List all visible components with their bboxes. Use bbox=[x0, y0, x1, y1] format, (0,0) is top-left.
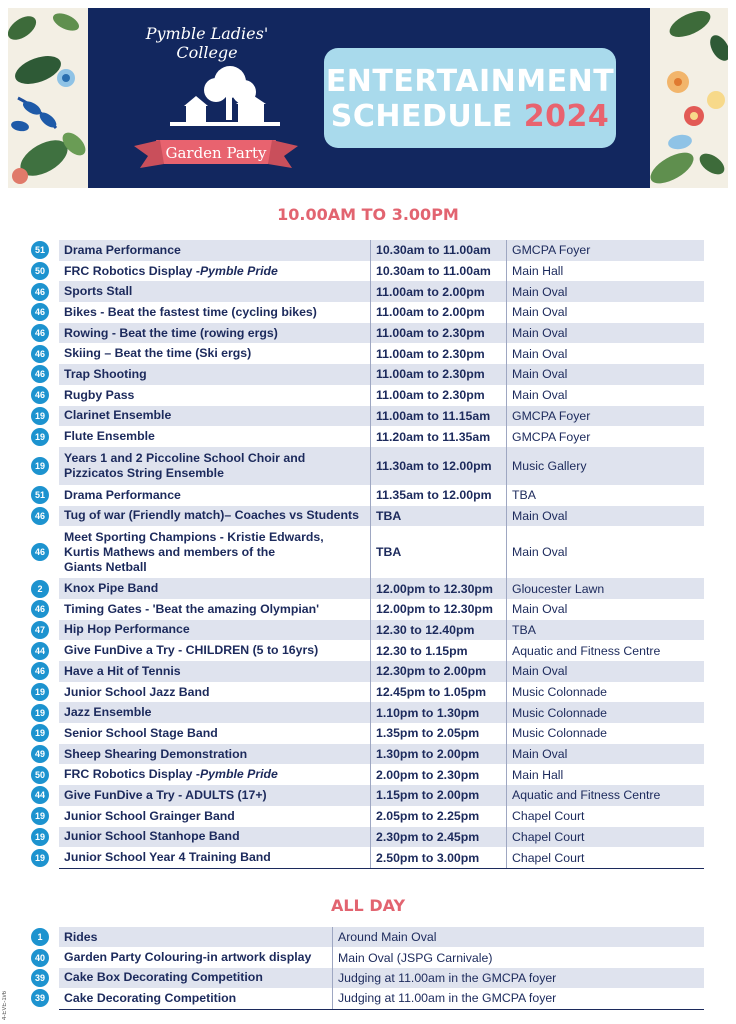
time-cell: 11.00am to 2.30pm bbox=[370, 364, 506, 385]
time-cell: 1.35pm to 2.05pm bbox=[370, 723, 506, 744]
table-row bbox=[32, 364, 704, 385]
activity-text: Jazz Ensemble bbox=[64, 705, 152, 720]
title-banner bbox=[88, 8, 650, 188]
location-number-badge: 2 bbox=[31, 580, 49, 598]
activity-cell bbox=[59, 526, 370, 578]
activity-text: Timing Gates - 'Beat the amazing Olympian' bbox=[64, 601, 320, 616]
time-cell: 12.00pm to 12.30pm bbox=[370, 599, 506, 620]
location-number-badge: 19 bbox=[31, 807, 49, 825]
activity-text: Bikes - Beat the fastest time (cycling bikes) bbox=[64, 304, 317, 319]
table-row bbox=[32, 385, 704, 406]
schedule-table bbox=[32, 240, 704, 869]
activity-cell bbox=[59, 764, 370, 785]
activity-text: Clarinet Ensemble bbox=[64, 408, 172, 423]
location-cell: Chapel Court bbox=[506, 806, 704, 827]
time-cell: 12.45pm to 1.05pm bbox=[370, 682, 506, 703]
location-number-badge: 46 bbox=[31, 600, 49, 618]
time-cell: 2.50pm to 3.00pm bbox=[370, 847, 506, 868]
flower-icon bbox=[650, 8, 728, 188]
location-number-badge: 46 bbox=[31, 345, 49, 363]
table-row bbox=[32, 426, 704, 447]
location-cell: Main Oval bbox=[506, 744, 704, 765]
table-row bbox=[32, 947, 704, 967]
activity-cell bbox=[59, 988, 332, 1008]
location-cell: Main Oval bbox=[506, 661, 704, 682]
activity-text: FRC Robotics Display - bbox=[64, 263, 200, 278]
table-row bbox=[32, 506, 704, 527]
location-cell: GMCPA Foyer bbox=[506, 426, 704, 447]
activity-cell bbox=[59, 240, 370, 261]
location-cell: TBA bbox=[506, 485, 704, 506]
time-cell: 11.20am to 11.35am bbox=[370, 426, 506, 447]
title-line-1: ENTERTAINMENT bbox=[325, 64, 615, 99]
time-cell: 1.15pm to 2.00pm bbox=[370, 785, 506, 806]
location-cell: Main Hall bbox=[506, 261, 704, 282]
location-cell: Chapel Court bbox=[506, 847, 704, 868]
location-cell: Main Oval bbox=[506, 599, 704, 620]
table-row bbox=[32, 447, 704, 485]
floral-decoration-right bbox=[650, 8, 728, 188]
table-row bbox=[32, 968, 704, 988]
activity-cell bbox=[59, 343, 370, 364]
activity-text: Give FunDive a Try - ADULTS (17+) bbox=[64, 787, 267, 802]
activity-text: Junior School Jazz Band bbox=[64, 684, 210, 699]
location-number-badge: 51 bbox=[31, 241, 49, 259]
activity-cell bbox=[59, 723, 370, 744]
activity-text: Give FunDive a Try - CHILDREN (5 to 16yrs) bbox=[64, 643, 319, 658]
title-schedule-word: SCHEDULE bbox=[330, 99, 513, 134]
time-cell: 11.35am to 12.00pm bbox=[370, 485, 506, 506]
time-cell: 2.05pm to 2.25pm bbox=[370, 806, 506, 827]
location-cell: Main Oval bbox=[506, 506, 704, 527]
table-row bbox=[32, 261, 704, 282]
table-row bbox=[32, 785, 704, 806]
header bbox=[8, 8, 728, 188]
activity-highlight: Pymble Pride bbox=[199, 767, 278, 782]
activity-text: Years 1 and 2 Piccoline School Choir and bbox=[64, 450, 306, 465]
table-row bbox=[32, 682, 704, 703]
activity-text: Skiing – Beat the time (Ski ergs) bbox=[64, 346, 252, 361]
activity-cell bbox=[59, 485, 370, 506]
time-cell: 11.00am to 2.30pm bbox=[370, 343, 506, 364]
time-cell: 1.30pm to 2.00pm bbox=[370, 744, 506, 765]
activity-text: Junior School Year 4 Training Band bbox=[64, 850, 271, 865]
time-cell: 11.00am to 2.30pm bbox=[370, 323, 506, 344]
table-row bbox=[32, 764, 704, 785]
activity-cell bbox=[59, 847, 370, 868]
table-end-rule bbox=[59, 1009, 704, 1010]
location-cell: Music Colonnade bbox=[506, 682, 704, 703]
location-cell: Gloucester Lawn bbox=[506, 578, 704, 599]
activity-cell bbox=[59, 447, 370, 485]
location-cell: GMCPA Foyer bbox=[506, 406, 704, 427]
logo-ribbon-text: Garden Party bbox=[165, 144, 267, 162]
location-number-badge: 46 bbox=[31, 386, 49, 404]
activity-cell bbox=[59, 702, 370, 723]
garden-party-logo bbox=[126, 56, 306, 186]
location-number-badge: 19 bbox=[31, 407, 49, 425]
allday-heading: ALL DAY bbox=[330, 896, 406, 915]
table-row bbox=[32, 485, 704, 506]
location-number-badge: 46 bbox=[31, 303, 49, 321]
location-number-badge: 51 bbox=[31, 486, 49, 504]
location-number-badge: 39 bbox=[31, 989, 49, 1007]
activity-text: Garden Party Colouring-in artwork display bbox=[64, 950, 312, 965]
activity-text: Trap Shooting bbox=[64, 366, 147, 381]
allday-table bbox=[32, 927, 704, 1010]
location-cell: GMCPA Foyer bbox=[506, 240, 704, 261]
time-cell: 11.00am to 2.00pm bbox=[370, 281, 506, 302]
location-number-badge: 19 bbox=[31, 683, 49, 701]
location-cell: Main Oval bbox=[506, 302, 704, 323]
activity-cell bbox=[59, 323, 370, 344]
location-number-badge: 46 bbox=[31, 507, 49, 525]
table-row bbox=[32, 723, 704, 744]
activity-text: Sheep Shearing Demonstration bbox=[64, 746, 248, 761]
activity-text-line-2: Pizzicatos String Ensemble bbox=[64, 465, 224, 480]
activity-text: Rugby Pass bbox=[64, 387, 135, 402]
table-row bbox=[32, 827, 704, 848]
location-cell: Music Gallery bbox=[506, 447, 704, 485]
activity-text: Senior School Stage Band bbox=[64, 725, 218, 740]
activity-cell bbox=[59, 744, 370, 765]
activity-cell bbox=[59, 806, 370, 827]
table-row bbox=[32, 661, 704, 682]
location-cell: Judging at 11.00am in the GMCPA foyer bbox=[332, 988, 704, 1008]
location-number-badge: 19 bbox=[31, 849, 49, 867]
activity-cell bbox=[59, 599, 370, 620]
time-cell: 12.30pm to 2.00pm bbox=[370, 661, 506, 682]
location-number-badge: 39 bbox=[31, 969, 49, 987]
activity-text: Meet Sporting Champions - Kristie Edwards, bbox=[64, 529, 324, 544]
table-row bbox=[32, 323, 704, 344]
location-cell: Main Oval bbox=[506, 281, 704, 302]
activity-text: Cake Decorating Competition bbox=[64, 990, 237, 1005]
location-number-badge: 44 bbox=[31, 786, 49, 804]
location-cell: Aquatic and Fitness Centre bbox=[506, 640, 704, 661]
location-number-badge: 19 bbox=[31, 828, 49, 846]
location-number-badge: 44 bbox=[31, 642, 49, 660]
table-row bbox=[32, 302, 704, 323]
time-cell: 2.30pm to 2.45pm bbox=[370, 827, 506, 848]
location-number-badge: 49 bbox=[31, 745, 49, 763]
location-cell: Main Oval bbox=[506, 343, 704, 364]
time-cell: 11.00am to 2.00pm bbox=[370, 302, 506, 323]
activity-cell bbox=[59, 406, 370, 427]
activity-text: Sports Stall bbox=[64, 284, 133, 299]
location-cell: Judging at 11.00am in the GMCPA foyer bbox=[332, 968, 704, 988]
table-row bbox=[32, 406, 704, 427]
schedule-heading: 10.00AM TO 3.00PM bbox=[277, 205, 459, 224]
time-cell: 1.10pm to 1.30pm bbox=[370, 702, 506, 723]
activity-text: Junior School Grainger Band bbox=[64, 808, 235, 823]
activity-text: Drama Performance bbox=[64, 487, 181, 502]
location-number-badge: 46 bbox=[31, 324, 49, 342]
table-row bbox=[32, 847, 704, 868]
location-cell: Main Oval bbox=[506, 364, 704, 385]
time-cell: 12.30 to 12.40pm bbox=[370, 620, 506, 641]
activity-cell bbox=[59, 947, 332, 967]
leaf-icon bbox=[8, 8, 88, 188]
time-cell: 10.30am to 11.00am bbox=[370, 261, 506, 282]
table-row bbox=[32, 806, 704, 827]
location-number-badge: 19 bbox=[31, 428, 49, 446]
activity-text-line-3: Giants Netball bbox=[64, 559, 147, 574]
location-number-badge: 47 bbox=[31, 621, 49, 639]
table-row bbox=[32, 620, 704, 641]
activity-highlight: Pymble Pride bbox=[199, 263, 278, 278]
location-cell: Main Oval bbox=[506, 385, 704, 406]
location-cell: Main Oval bbox=[506, 526, 704, 578]
table-row bbox=[32, 240, 704, 261]
activity-cell bbox=[59, 927, 332, 947]
table-row bbox=[32, 578, 704, 599]
activity-text: FRC Robotics Display - bbox=[64, 767, 200, 782]
location-cell: Music Colonnade bbox=[506, 723, 704, 744]
table-row bbox=[32, 526, 704, 578]
location-number-badge: 50 bbox=[31, 766, 49, 784]
location-number-badge: 46 bbox=[31, 543, 49, 561]
location-number-badge: 40 bbox=[31, 949, 49, 967]
location-number-badge: 50 bbox=[31, 262, 49, 280]
activity-cell bbox=[59, 661, 370, 682]
activity-text: Rowing - Beat the time (rowing ergs) bbox=[64, 325, 278, 340]
activity-text: Junior School Stanhope Band bbox=[64, 829, 240, 844]
activity-cell bbox=[59, 426, 370, 447]
location-cell: Main Hall bbox=[506, 764, 704, 785]
title-box bbox=[324, 48, 616, 148]
title-line-2 bbox=[324, 99, 616, 134]
table-row bbox=[32, 927, 704, 947]
location-cell: Aquatic and Fitness Centre bbox=[506, 785, 704, 806]
location-number-badge: 1 bbox=[31, 928, 49, 946]
time-cell: TBA bbox=[370, 506, 506, 527]
table-row bbox=[32, 988, 704, 1008]
document-code: 4-EVE-1v6 bbox=[2, 990, 8, 1020]
activity-text: Tug of war (Friendly match)– Coaches vs Students bbox=[64, 508, 359, 523]
activity-cell bbox=[59, 968, 332, 988]
table-row bbox=[32, 744, 704, 765]
location-cell: TBA bbox=[506, 620, 704, 641]
activity-cell bbox=[59, 261, 370, 282]
location-cell: Main Oval (JSPG Carnivale) bbox=[332, 947, 704, 967]
table-row bbox=[32, 640, 704, 661]
location-number-badge: 46 bbox=[31, 662, 49, 680]
time-cell: 11.30am to 12.00pm bbox=[370, 447, 506, 485]
activity-text: Knox Pipe Band bbox=[64, 581, 159, 596]
time-cell: TBA bbox=[370, 526, 506, 578]
activity-cell bbox=[59, 827, 370, 848]
time-cell: 11.00am to 11.15am bbox=[370, 406, 506, 427]
time-cell: 12.00pm to 12.30pm bbox=[370, 578, 506, 599]
location-number-badge: 19 bbox=[31, 724, 49, 742]
activity-cell bbox=[59, 640, 370, 661]
activity-text: Flute Ensemble bbox=[64, 429, 155, 444]
location-cell: Music Colonnade bbox=[506, 702, 704, 723]
activity-cell bbox=[59, 506, 370, 527]
floral-decoration-left bbox=[8, 8, 88, 188]
activity-text: Cake Box Decorating Competition bbox=[64, 970, 263, 985]
activity-text: Hip Hop Performance bbox=[64, 622, 190, 637]
activity-cell bbox=[59, 364, 370, 385]
table-row bbox=[32, 702, 704, 723]
time-cell: 12.30 to 1.15pm bbox=[370, 640, 506, 661]
activity-cell bbox=[59, 620, 370, 641]
table-end-rule bbox=[59, 868, 704, 869]
activity-text: Have a Hit of Tennis bbox=[64, 663, 181, 678]
location-number-badge: 46 bbox=[31, 283, 49, 301]
activity-cell bbox=[59, 785, 370, 806]
title-year: 2024 bbox=[523, 99, 610, 134]
activity-cell bbox=[59, 302, 370, 323]
activity-text: Rides bbox=[64, 929, 98, 944]
table-row bbox=[32, 281, 704, 302]
time-cell: 10.30am to 11.00am bbox=[370, 240, 506, 261]
location-cell: Around Main Oval bbox=[332, 927, 704, 947]
activity-cell bbox=[59, 578, 370, 599]
location-number-badge: 19 bbox=[31, 704, 49, 722]
time-cell: 11.00am to 2.30pm bbox=[370, 385, 506, 406]
table-row bbox=[32, 343, 704, 364]
activity-text-line-2: Kurtis Mathews and members of the bbox=[64, 544, 276, 559]
location-number-badge: 19 bbox=[31, 457, 49, 475]
activity-cell bbox=[59, 385, 370, 406]
location-cell: Chapel Court bbox=[506, 827, 704, 848]
brand-name: Pymble Ladies' College bbox=[145, 24, 269, 62]
activity-text: Drama Performance bbox=[64, 242, 181, 257]
location-cell: Main Oval bbox=[506, 323, 704, 344]
time-cell: 2.00pm to 2.30pm bbox=[370, 764, 506, 785]
activity-cell bbox=[59, 281, 370, 302]
table-row bbox=[32, 599, 704, 620]
activity-cell bbox=[59, 682, 370, 703]
location-number-badge: 46 bbox=[31, 365, 49, 383]
